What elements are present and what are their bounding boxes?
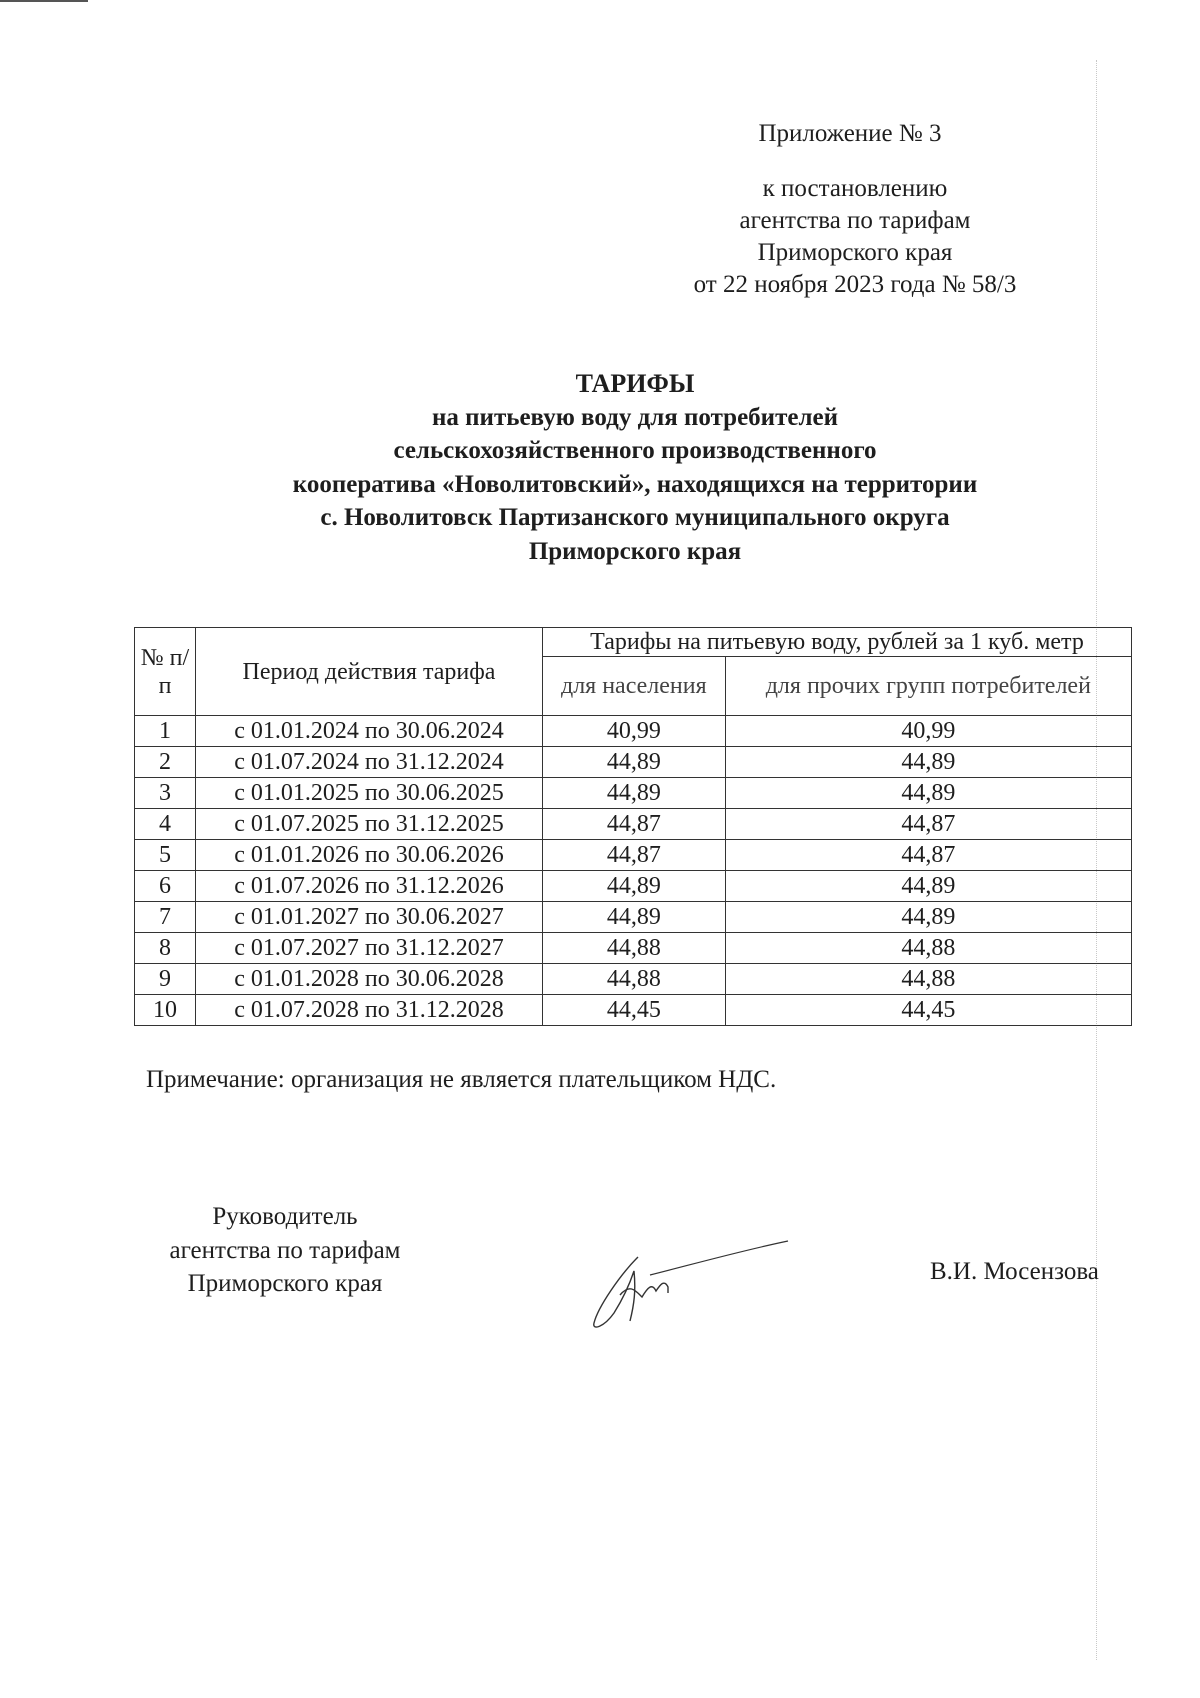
header-others: для прочих групп потребителей (725, 657, 1131, 716)
table-row (135, 778, 1132, 809)
vat-note: Примечание: организация не является плательщиком НДС. (146, 1066, 777, 1093)
cell-population: 44,89 (543, 902, 726, 933)
handwritten-signature (590, 1235, 790, 1335)
cell-others: 44,89 (725, 871, 1131, 902)
cell-others: 44,89 (725, 902, 1131, 933)
cell-others: 44,88 (725, 933, 1131, 964)
scan-edge-mark (0, 0, 88, 2)
cell-num: 4 (135, 809, 196, 840)
cell-period: с 01.07.2028 по 31.12.2028 (196, 995, 543, 1026)
signatory-name: В.И. Мосензова (930, 1258, 1099, 1285)
cell-period: с 01.01.2026 по 30.06.2026 (196, 840, 543, 871)
title-line: с. Новолитовск Партизанского муниципального округа (320, 504, 950, 531)
table-row (135, 809, 1132, 840)
cell-num: 2 (135, 747, 196, 778)
table-row (135, 716, 1132, 747)
cell-population: 44,88 (543, 964, 726, 995)
tariff-table (134, 627, 1132, 1026)
cell-others: 44,89 (725, 747, 1131, 778)
title-main: ТАРИФЫ (575, 369, 695, 398)
cell-period: с 01.01.2028 по 30.06.2028 (196, 964, 543, 995)
decree-line: к постановлению (762, 175, 948, 202)
cell-others: 40,99 (725, 716, 1131, 747)
title-line: Приморского края (528, 537, 742, 565)
decree-reference (660, 173, 1050, 301)
cell-num: 7 (135, 902, 196, 933)
cell-others: 44,88 (725, 964, 1131, 995)
cell-period: с 01.07.2025 по 31.12.2025 (196, 809, 543, 840)
position-line: агентства по тарифам (169, 1236, 401, 1264)
cell-others: 44,87 (725, 840, 1131, 871)
header-num: № п/п (135, 628, 196, 716)
decree-line: от 22 ноября 2023 года № 58/3 (693, 271, 1017, 298)
cell-period: с 01.01.2027 по 30.06.2027 (196, 902, 543, 933)
cell-population: 40,99 (543, 716, 726, 747)
cell-others: 44,89 (725, 778, 1131, 809)
cell-period: с 01.01.2024 по 30.06.2024 (196, 716, 543, 747)
cell-period: с 01.07.2027 по 31.12.2027 (196, 933, 543, 964)
cell-num: 8 (135, 933, 196, 964)
appendix-label: Приложение № 3 (758, 120, 942, 147)
title-line: кооператива «Новолитовский», находящихся на территории (292, 470, 978, 498)
table-row (135, 902, 1132, 933)
cell-population: 44,87 (543, 840, 726, 871)
cell-population: 44,87 (543, 809, 726, 840)
header-tariff-group: Тарифы на питьевую воду, рублей за 1 куб. метр (543, 628, 1132, 657)
cell-population: 44,89 (543, 747, 726, 778)
cell-period: с 01.07.2026 по 31.12.2026 (196, 871, 543, 902)
position-line: Приморского края (187, 1270, 383, 1297)
cell-num: 6 (135, 871, 196, 902)
table-row (135, 747, 1132, 778)
decree-line: Приморского края (757, 239, 953, 266)
cell-population: 44,88 (543, 933, 726, 964)
title-line: на питьевую воду для потребителей (432, 403, 838, 431)
title-line: сельскохозяйственного производственного (393, 437, 877, 464)
table-row (135, 871, 1132, 902)
position-line: Руководитель (212, 1203, 358, 1230)
cell-others: 44,45 (725, 995, 1131, 1026)
header-period: Период действия тарифа (196, 628, 543, 716)
table-row (135, 840, 1132, 871)
cell-population: 44,45 (543, 995, 726, 1026)
cell-num: 9 (135, 964, 196, 995)
document-title (200, 367, 1070, 568)
cell-num: 5 (135, 840, 196, 871)
header-population: для населения (543, 657, 726, 716)
cell-num: 1 (135, 716, 196, 747)
cell-population: 44,89 (543, 871, 726, 902)
table-row (135, 995, 1132, 1026)
cell-period: с 01.01.2025 по 30.06.2025 (196, 778, 543, 809)
table-row (135, 964, 1132, 995)
cell-others: 44,87 (725, 809, 1131, 840)
cell-num: 3 (135, 778, 196, 809)
cell-population: 44,89 (543, 778, 726, 809)
cell-num: 10 (135, 995, 196, 1026)
signatory-position (135, 1200, 435, 1301)
cell-period: с 01.07.2024 по 31.12.2024 (196, 747, 543, 778)
table-row (135, 933, 1132, 964)
decree-line: агентства по тарифам (739, 207, 971, 234)
